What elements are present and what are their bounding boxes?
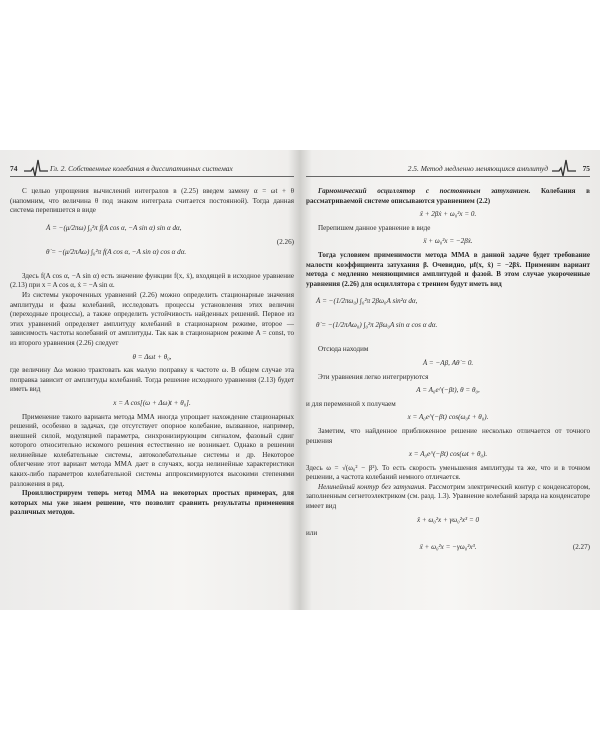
right-paragraph-8: Здесь ω = √(ω₀² − β²). То есть скорость уменьшения амплитуды та же, что и в точном решении, а частота колебаний немного отличается. xyxy=(306,463,590,482)
equation-2-27 xyxy=(306,543,590,553)
equation-integrated: A = A₀e^(−βt), θ = θ₀, xyxy=(416,386,480,395)
right-paragraph-9 xyxy=(306,483,590,512)
right-paragraph-3: Тогда условием применимости метода ММА в данной задаче будет требование малости коэффициента затухания β. Очевидно, μf(x, ẋ) = −2βẋ. Применим вариант метода с медленно меняющимися амплитудой и фазой. В этом случае укороченные уравнения (2.26) для осциллятора с трением будут иметь вид xyxy=(306,250,590,288)
equation-theta: θ = Δωt + θ₀, xyxy=(132,352,172,361)
equation-exact-x: x = A₀e^(−βt) cos(ωt + θ₀). xyxy=(408,450,488,459)
right-paragraph-10: или xyxy=(306,529,318,538)
equation-x-solution: x = A cos[(ω + Δω)t + θ₀]. xyxy=(113,398,191,407)
equation-shortened xyxy=(306,295,590,339)
section-lead-oscillator: Гармонический осциллятор с постоянным затуханием. xyxy=(318,187,531,195)
section-lead-nonlinear: Нелинейный контур без затухания. xyxy=(318,482,427,491)
book-spread xyxy=(0,150,600,610)
heartbeat-icon xyxy=(24,158,48,178)
left-header-title: Гл. 2. Собственные колебания в диссипативных системах xyxy=(50,164,233,173)
equation-shortened-a: Ȧ = −(1/2πω₀) ∫₀²π 2βω₀A sin²α dα, xyxy=(316,297,418,306)
right-header-title: 2.5. Метод медленно меняющихся амплитуд xyxy=(407,164,548,173)
equation-2-26-a: Ȧ = −(μ/2πω) ∫₀²π f(A cos α, −A sin α) sin α dα, xyxy=(46,223,182,232)
equation-nonlinear-1: ẍ + ω₀²x + γω₀²x³ = 0 xyxy=(416,515,480,524)
equation-solution: Ȧ = −Aβ, Aθ̇ = 0. xyxy=(422,358,474,367)
right-paragraph-1 xyxy=(306,187,590,206)
right-paragraph-4: Отсюда находим xyxy=(318,345,369,354)
right-paragraph-9-text: Рассмотрим электрический контур с конденсатором, заполненным сегнетоэлектриком (см. разд. 1.3). Уравнение колебаний заряда на конденсаторе имеет вид xyxy=(306,482,590,511)
right-page xyxy=(306,150,590,610)
right-paragraph-2: Перепишем данное уравнение в виде xyxy=(318,223,431,232)
left-paragraph-5: Применение такого варианта метода ММА иногда упрощает нахождение стационарных решений, особенно в задачах, где отсутствует опорное колебание, вызванное, например, внешней силой, модуляцией параметра, синхронизирующим сигналом, фазовый сдвиг которого относительно искомого решения естественно не возникает. Однако в решении нелинейные колебательные системы, автоколебательные системы и др. Некоторое облегчение этот вариант метода ММА дает в случаях, когда нелинейные характеристики каких-либо параметров колебательной системы аппроксимируются высокими степенями разложения в ряд. xyxy=(10,412,294,488)
right-paragraph-1-text: Колебания в рассматриваемой системе описываются уравнением (2.2) xyxy=(306,187,590,205)
left-paragraph-6: Проиллюстрируем теперь метод ММА на некоторых простых примерах, для которых мы уже знаем решение, что позволит сравнить результаты применения различных методов. xyxy=(10,489,294,517)
equation-oscillator-rewritten: ẍ + ω₀²x = −2βẋ. xyxy=(423,237,473,246)
right-paragraph-6: и для переменной x получаем xyxy=(306,399,396,408)
equation-shortened-b: θ̇ = −(1/2πAω₀) ∫₀²π 2βω₀A sin α cos α dα. xyxy=(316,321,438,330)
equation-2-26-b: θ̇ = −(μ/2πAω) ∫₀²π f(A cos α, −A sin α) cos α dα. xyxy=(46,247,187,256)
left-paragraph-3: Из системы укороченных уравнений (2.26) можно определить стационарные значения амплитуды и фазы колебаний, исследовать процессы установления этих величин (переходные процессы), а также определить устойчивость найденных решений. Первое из этих уравнений определяет амплитуду колебаний в стационарном режиме, второе — зависимость частоты колебаний от амплитуды. Так как в стационарном режиме A = const, то из второго уравнения (2.26) следует xyxy=(10,290,294,347)
left-paragraph-2: Здесь f(A cos α, −A sin α) есть значение функции f(x, ẋ), входящей в исходное уравнение (2.13) при x = A cos α, ẋ = −A sin α. xyxy=(10,271,294,290)
left-page-header xyxy=(10,162,294,177)
equation-number-2-26: (2.26) xyxy=(276,237,294,246)
right-paragraph-5: Эти уравнения легко интегрируются xyxy=(318,372,429,381)
heartbeat-icon xyxy=(552,158,576,178)
equation-approx-x: x = A₀e^(−βt) cos(ω₀t + θ₀). xyxy=(407,413,489,422)
left-paragraph-4: где величину Δω можно трактовать как малую поправку к частоте ω. В общем случае эта поправка зависит от амплитуды колебаний. Тогда решение исходного уравнения (2.13) будет иметь вид xyxy=(10,366,294,394)
equation-nonlinear-2: ẍ + ω₀²x = −γω₀²x³. xyxy=(419,542,477,551)
equation-2-26 xyxy=(10,222,294,266)
left-page-number: 74 xyxy=(10,164,18,173)
equation-number-2-27: (2.27) xyxy=(572,542,590,551)
left-page xyxy=(10,150,294,610)
left-paragraph-1: С целью упрощения вычислений интегралов в (2.25) введем замену α = ωt + θ (напомним, что величина θ под знаком интеграла считается постоянной). Тогда данная система перепишется в виде xyxy=(10,187,294,215)
equation-oscillator: ẍ + 2βẋ + ω₀²x = 0. xyxy=(419,210,477,219)
right-page-header xyxy=(306,162,590,177)
right-page-number: 75 xyxy=(582,164,590,173)
right-paragraph-7: Заметим, что найденное приближенное решение несколько отличается от точного решения xyxy=(306,426,590,445)
